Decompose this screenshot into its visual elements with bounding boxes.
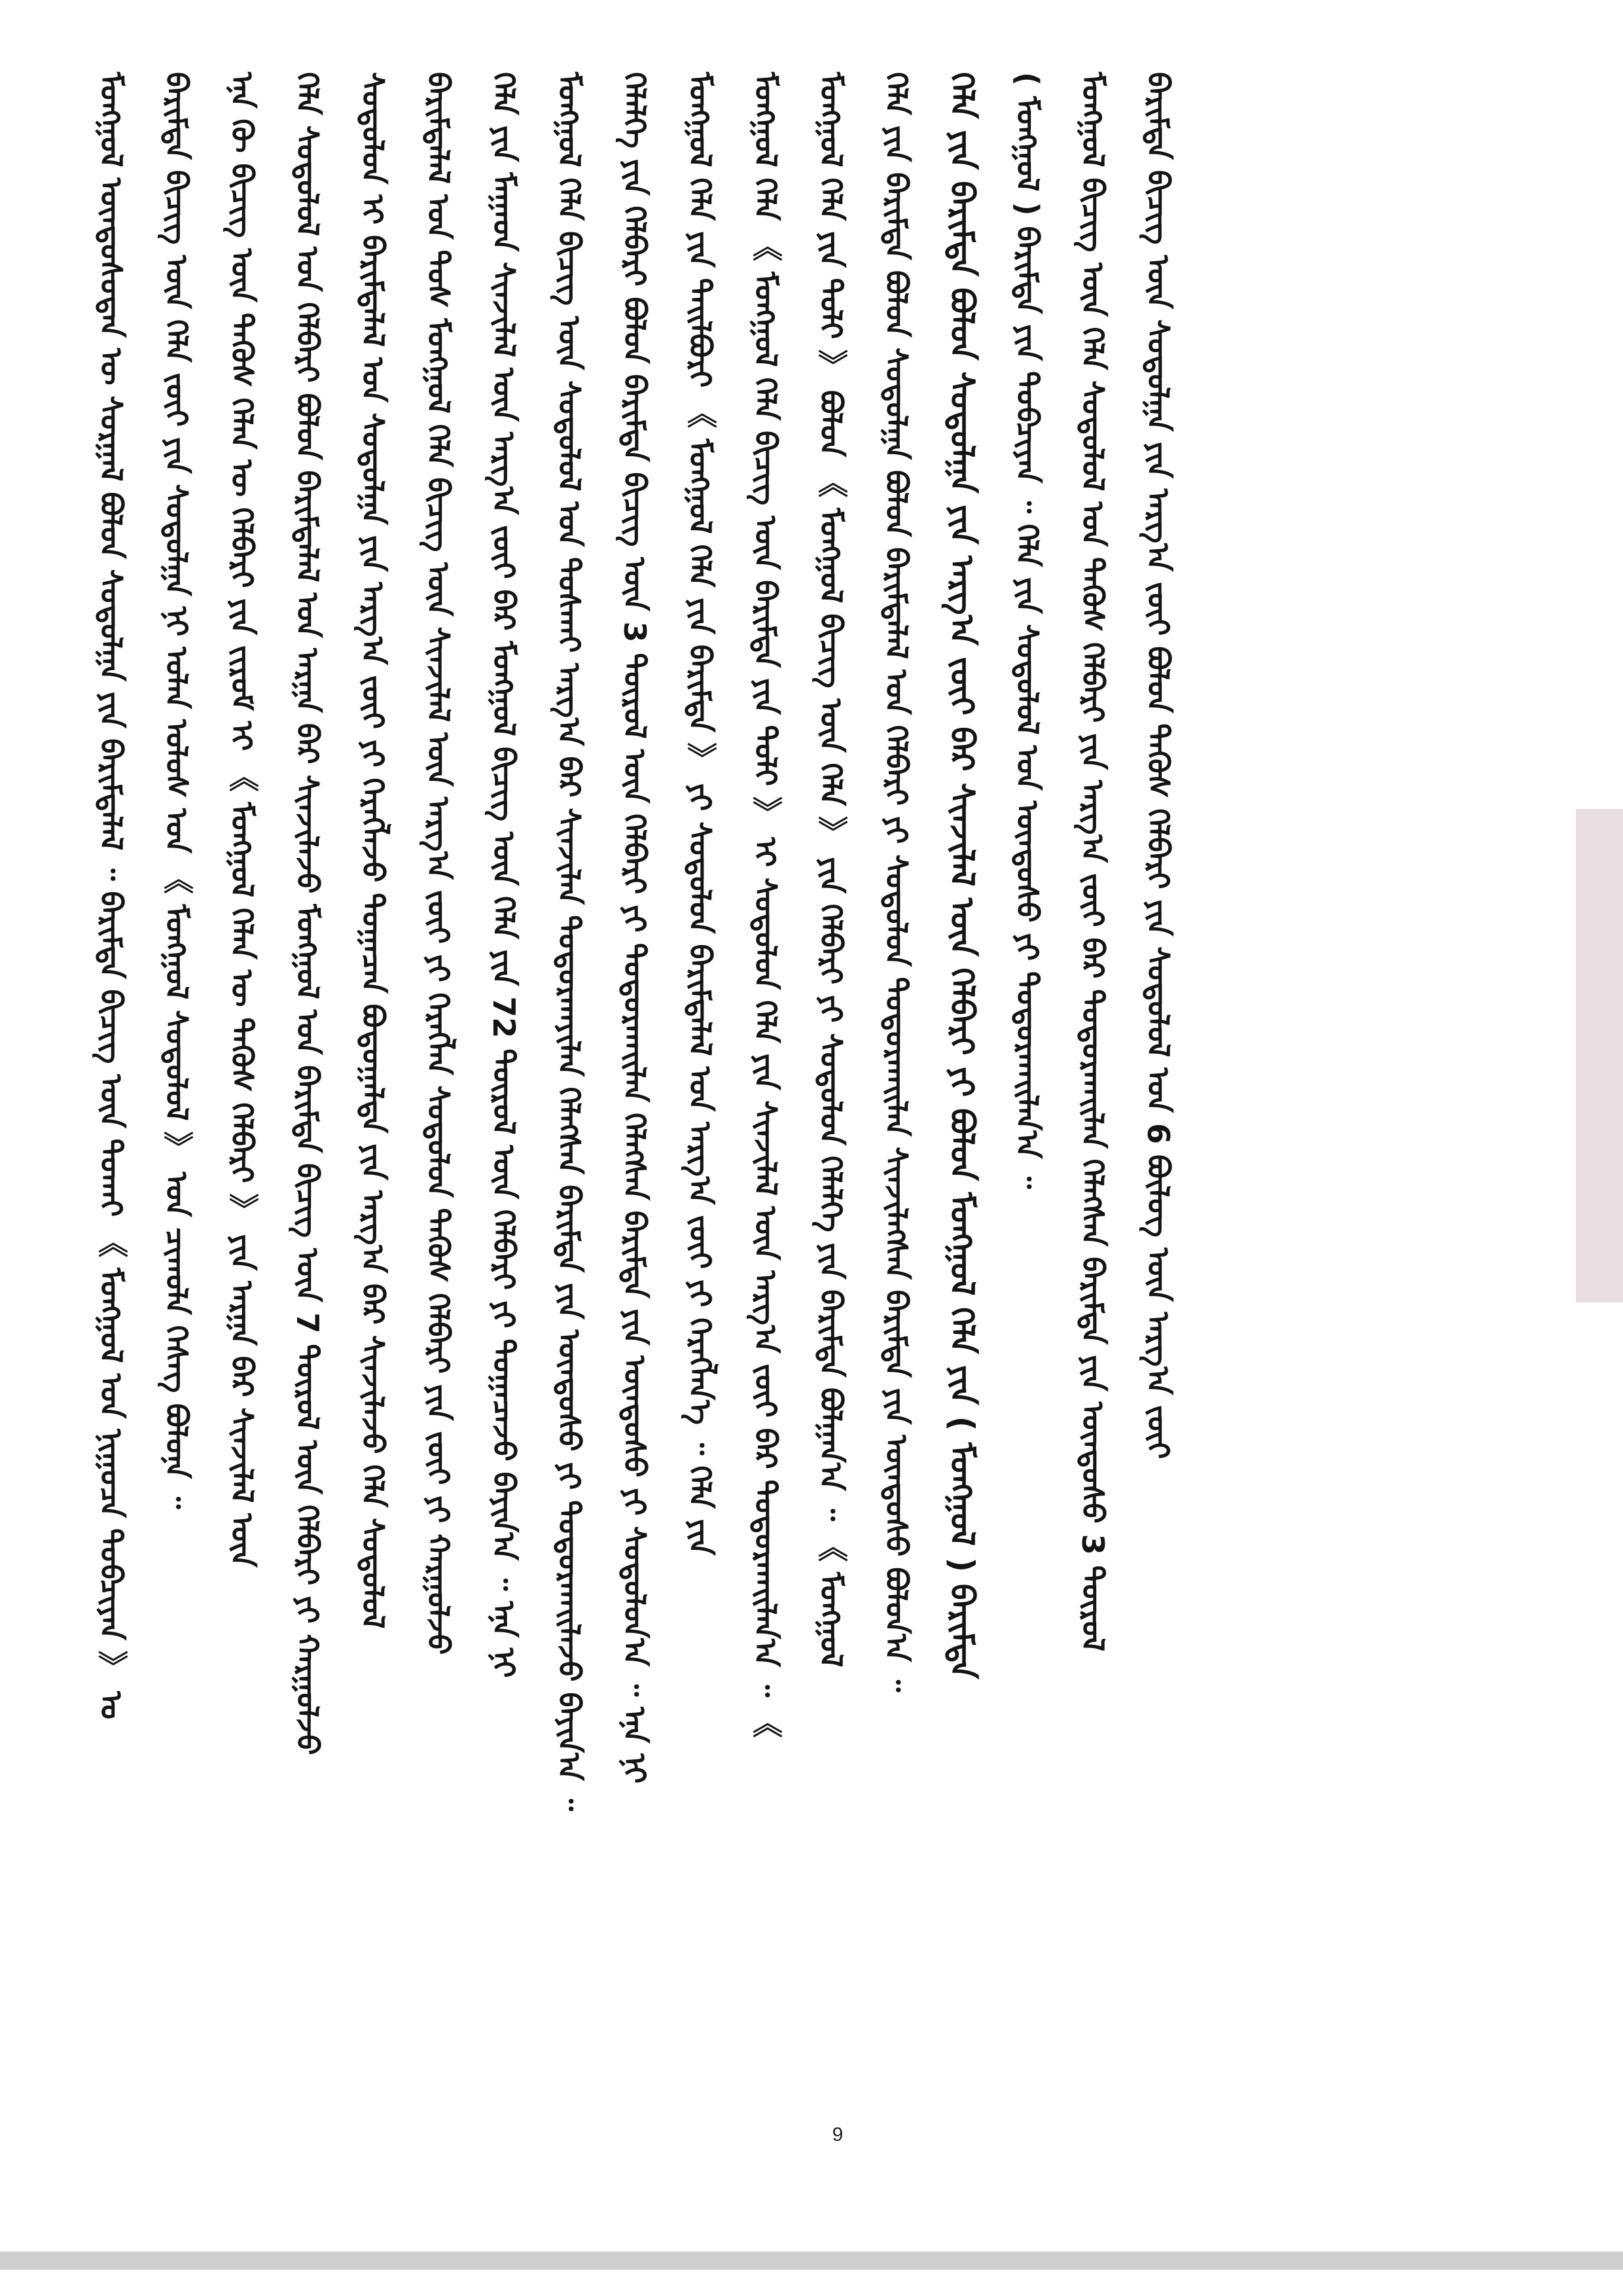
text-column: ᠮᠣᠩᠭᠣᠯ ᠬᠡᠯᠡ ᠶᠢᠨ ᠲᠣᠯᠢ 》 ᠪᠣᠯᠤᠨ 《 ᠮᠣᠩᠭᠣᠯ ᠪᠢᠴᠢᠭ ᠦᠨ ᠬᠡᠯᠡ 》 ᠶᠢᠨ ᠬᠡᠯᠪᠡᠷᠢ ᠶᠢ ᠰᠤᠳᠤᠯᠤᠨ ᠬᠡᠯᠡᠯᠭᠡ ᠶᠢᠨ ᠪᠠᠷᠢᠮᠲᠠ ᠪᠣᠯᠭᠠᠨ᠎ᠠ ᠃ 《 ᠮᠣᠩᠭᠣᠯ: [813, 72, 849, 1668]
text-column: ᠮᠣᠩᠭᠣᠯ ᠦᠨᠳᠦᠰᠦᠲᠡᠨ ᠦ ᠰᠤᠷᠭᠠᠯ ᠪᠣᠯᠤᠨ ᠰᠤᠳᠤᠯᠭᠠ ᠶᠢᠨ ᠪᠠᠷᠢᠮᠲᠠᠯᠠᠯ ᠃ ᠪᠠᠷᠢᠮᠲᠠ ᠪᠢᠴᠢᠭ ᠦᠨ ᠲᠤᠬᠠᠢ 《 ᠮᠣᠩᠭᠣᠯ ᠤᠨ ᠨᠢᠭᠤᠴᠠ ᠲᠣᠪᠴᠢᠶᠠᠨ 》 ᠤ: [94, 72, 129, 1719]
text-column: ᠪᠠᠷᠢᠮᠲᠠ ᠪᠢᠴᠢᠭ ᠦᠨ ᠰᠤᠳᠤᠯᠭᠠ ᠶᠢᠨ ᠠᠷᠭ᠎ᠠ ᠵᠦᠢ ᠪᠣᠯᠤᠨ ᠲᠡᠭᠦᠰ ᠬᠡᠯᠪᠡᠷᠢ ᠶᠢᠨ ᠰᠤᠳᠤᠯᠤᠯ ᠤᠨ 6 ᠪᠦᠯᠦᠭ ᠦᠨ ᠠᠷᠭ᠎ᠠ ᠵᠦᠢ: [1141, 72, 1176, 1460]
text-column: ᠮᠣᠩᠭᠣᠯ ᠬᠡᠯᠡ 《 ᠮᠣᠩᠭᠣᠯ ᠬᠡᠯᠡ ᠪᠢᠴᠢᠭ ᠦᠨ ᠪᠠᠷᠢᠮᠲᠠ ᠶᠢᠨ ᠲᠣᠯᠢ 》 ᠢ ᠰᠤᠳᠤᠯᠤᠨ ᠬᠡᠯᠡ ᠶᠢᠨ ᠰᠢᠨᠵᠢᠯᠡᠯ ᠦᠨ ᠠᠷᠭ᠎ᠠ ᠵᠦᠢ ᠪᠠᠷ ᠲᠣᠳᠤᠷᠬᠠᠢᠯᠠᠨ᠎ᠠ ᠃ 《: [748, 72, 783, 1738]
text-column: ᠬᠡᠯᠡ ᠶᠢᠨ ᠪᠠᠷᠢᠮᠲᠠ ᠪᠣᠯᠤᠨ ᠰᠤᠳᠤᠯᠭᠠ ᠪᠣᠯᠤᠨ ᠪᠠᠷᠢᠮᠲᠠᠯᠠᠯ ᠤᠨ ᠬᠡᠯᠪᠡᠷᠢ ᠶᠢ ᠰᠤᠳᠤᠯᠤᠨ ᠲᠣᠳᠤᠷᠬᠠᠢᠯᠠᠨ ᠰᠢᠨᠵᠢᠯᠡᠭᠰᠡᠨ ᠪᠠᠷᠢᠮᠲᠠ ᠶᠢᠨ ᠦᠨᠳᠦᠰᠦ ᠪᠣᠯᠤᠨ᠎ᠠ ᠃: [879, 72, 914, 1693]
text-column: ᠰᠤᠳᠤᠯᠤᠨ ᠢ ᠪᠠᠷᠢᠮᠲᠠᠯᠠᠯ ᠤᠨ ᠰᠤᠳᠤᠯᠭᠠ ᠶᠢᠨ ᠠᠷᠭ᠎ᠠ ᠵᠦᠢ ᠶᠢ ᠬᠡᠷᠡᠭᠯᠡᠵᠦ ᠲᠣᠭᠠᠴᠠᠨ ᠪᠣᠳᠤᠭᠠᠯᠲᠠ ᠶᠢᠨ ᠠᠷᠭ᠎ᠠ ᠪᠠᠷ ᠰᠢᠨᠵᠢᠯᠡᠵᠦ ᠬᠡᠯᠡ ᠰᠤᠳᠤᠯᠤᠯ: [355, 72, 391, 1629]
text-column: ᠬᠡᠯᠡᠯᠭᠡ ᠶᠢᠨ ᠬᠡᠯᠪᠡᠷᠢ ᠪᠣᠯᠤᠨ ᠪᠠᠷᠢᠮᠲᠠ ᠪᠢᠴᠢᠭ ᠦᠨ 3 ᠲᠥᠷᠥᠯ ᠦᠨ ᠬᠡᠯᠪᠡᠷᠢ ᠶᠢ ᠲᠣᠳᠤᠷᠬᠠᠢᠯᠠᠨ ᠬᠡᠯᠡᠭᠰᠡᠨ ᠪᠠᠷᠢᠮᠲᠠ ᠶᠢᠨ ᠦᠨᠳᠦᠰᠦ ᠶᠢ ᠰᠤᠳᠤᠯᠤᠨ᠎ᠠ ᠃ ᠡᠨᠡ ᠨᠢ: [617, 72, 652, 1784]
text-column: ᠪᠠᠷᠢᠮᠲᠠᠯᠠᠯ ᠤᠨ ᠲᠤᠰ ᠮᠣᠩᠭᠣᠯ ᠬᠡᠯᠡ ᠪᠢᠴᠢᠭ ᠦᠨ ᠰᠢᠨᠵᠢᠯᠡᠯ ᠦᠨ ᠠᠷᠭ᠎ᠠ ᠵᠦᠢ ᠶᠢ ᠬᠡᠷᠡᠭᠯᠡᠨ ᠰᠤᠳᠤᠯᠤᠨ ᠲᠡᠭᠦᠰ ᠬᠡᠯᠪᠡᠷᠢ ᠶᠢᠨ ᠵᠦᠢ ᠶᠢ ᠬᠠᠷᠭᠤᠯᠵᠤ: [421, 72, 456, 1655]
text-column: ᠬᠡᠯᠡ ᠰᠤᠳᠤᠯᠤᠯ ᠤᠨ ᠬᠡᠯᠪᠡᠷᠢ ᠪᠣᠯᠤᠨ ᠪᠠᠷᠢᠮᠲᠠᠯᠠᠯ ᠤᠨ ᠠᠷᠭᠠ ᠪᠠᠷ ᠰᠢᠨᠵᠢᠯᠡᠵᠦ ᠮᠣᠩᠭᠣᠯ ᠤᠨ ᠪᠠᠷᠢᠮᠲᠠ ᠪᠢᠴᠢᠭ ᠦᠨ 7 ᠲᠥᠷᠥᠯ ᠦᠨ ᠬᠡᠯᠪᠡᠷᠢ ᠶᠢ ᠬᠠᠷᠭᠤᠯᠵᠤ: [290, 72, 325, 1755]
text-column: ᠮᠣᠩᠭᠣᠯ ᠬᠡᠯᠡ ᠪᠢᠴᠢᠭ ᠦᠨ ᠰᠤᠳᠤᠯᠤᠯ ᠤᠨ ᠲᠤᠰᠬᠠᠢ ᠠᠷᠭ᠎ᠠ ᠪᠠᠷ ᠰᠢᠨᠵᠢᠯᠡᠨ ᠲᠣᠳᠤᠷᠬᠠᠶᠢᠯᠠᠨ ᠬᠡᠯᠡᠭᠰᠡᠨ ᠪᠠᠷᠢᠮᠲᠠ ᠶᠢᠨ ᠦᠨᠳᠦᠰᠦ ᠶᠢ ᠲᠣᠳᠤᠷᠬᠠᠢᠯᠠᠵᠤ ᠪᠠᠶᠢᠨ᠎ᠠ ᠃: [552, 72, 587, 1812]
text-column: ᠬᠡᠯᠡ ᠶᠢᠨ ᠪᠠᠷᠢᠮᠲᠠ ᠪᠣᠯᠤᠨ ᠰᠤᠳᠤᠯᠭᠠ ᠶᠢᠨ ᠠᠷᠭ᠎ᠠ ᠵᠦᠢ ᠪᠠᠷ ᠰᠢᠨᠵᠢᠯᠡᠯ ᠦᠨ ᠬᠡᠯᠪᠡᠷᠢ ᠶᠢ ᠪᠣᠯᠤᠨ ᠮᠣᠩᠭᠣᠯ ᠬᠡᠯᠡ ᠶᠢᠨ ( ᠮᠣᠩᠭᠣᠯ ) ᠪᠠᠷᠢᠮᠲᠠ: [943, 72, 981, 1679]
side-tab-marker: [1576, 809, 1623, 1302]
text-column: ᠪᠠᠷᠢᠮᠲᠠ ᠪᠢᠴᠢᠭ ᠦᠨ ᠬᠡᠯᠡ ᠵᠦᠢ ᠶᠢᠨ ᠰᠤᠳᠤᠯᠭᠠ ᠨᠢ ᠣᠯᠠᠨ ᠤᠯᠤᠰ ᠤᠨ 《 ᠮᠣᠩᠭᠣᠯ ᠰᠤᠳᠤᠯᠤᠯ 》 ᠤᠨ ᠴᠢᠬᠤᠯᠠ ᠬᠡᠰᠡᠭ ᠪᠣᠯᠤᠨᠠ ᠃: [159, 72, 194, 1509]
vertical-text-columns: [79, 20, 1551, 2088]
text-column: ᠬᠡᠯᠡ ᠶᠢᠨ ᠮᠠᠭᠠᠳ ᠰᠢᠨᠵᠢᠯᠡᠯ ᠦᠨ ᠠᠷᠭ᠎ᠠ ᠵᠦᠢ ᠪᠠᠷ ᠮᠣᠩᠭᠣᠯ ᠪᠢᠴᠢᠭ ᠦᠨ ᠬᠡᠯᠡ ᠶᠢᠨ 72 ᠲᠥᠷᠥᠯ ᠦᠨ ᠬᠡᠯᠪᠡᠷᠢ ᠶᠢ ᠲᠣᠭᠠᠴᠠᠵᠤ ᠪᠠᠶᠢᠨ᠎ᠠ ᠃ ᠡᠨᠡ ᠨᠢ: [486, 72, 522, 1678]
bottom-scroll-bar: [0, 2251, 1623, 2270]
page-number: 9: [832, 2124, 844, 2145]
text-column: ᠮᠣᠩᠭᠣᠯ ᠪᠢᠴᠢᠭ ᠦᠨ ᠬᠡᠯᠡ ᠰᠤᠳᠤᠯᠤᠯ ᠤᠨ ᠲᠡᠭᠦᠰ ᠬᠡᠯᠪᠡᠷᠢ ᠶᠢᠨ ᠠᠷᠭ᠎ᠠ ᠵᠦᠢ ᠪᠠᠷ ᠲᠣᠳᠤᠷᠬᠠᠢᠯᠠᠨ ᠬᠡᠯᠡᠭᠰᠡᠨ ᠪᠠᠷᠢᠮᠲᠠ ᠶᠢᠨ ᠦᠨᠳᠦᠰᠦ 3 ᠲᠥᠷᠥᠯ: [1075, 72, 1111, 1652]
text-column: ᠮᠣᠩᠭᠣᠯ ᠬᠡᠯᠡ ᠶᠢᠨ ᠲᠠᠢᠯᠪᠤᠷᠢ 《 ᠮᠣᠩᠭᠣᠯ ᠬᠡᠯᠡ ᠶᠢᠨ ᠪᠠᠷᠢᠮᠲᠠ 》 ᠶᠢ ᠰᠤᠳᠤᠯᠤᠨ ᠪᠠᠷᠢᠮᠲᠠᠯᠠᠯ ᠤᠨ ᠠᠷᠭ᠎ᠠ ᠵᠦᠢ ᠶᠢ ᠬᠡᠷᠡᠭᠯᠡᠨ᠎ᠡ ᠃ ᠬᠡᠯᠡ ᠶᠢᠨ: [683, 72, 718, 1556]
text-column: ( ᠮᠣᠩᠭᠣᠯ ) ᠪᠠᠷᠢᠮᠲᠠ ᠶᠢᠨ ᠲᠣᠪᠴᠢᠶᠠᠨ ᠃ ᠬᠡᠯᠡ ᠶᠢᠨ ᠰᠤᠳᠤᠯᠤᠯ ᠤᠨ ᠦᠨᠳᠦᠰᠦ ᠶᠢ ᠲᠣᠳᠤᠷᠬᠠᠢᠯᠠᠨ᠎ᠠ ᠃: [1010, 72, 1045, 1189]
text-column: ᠡᠨᠡ ᠬᠦ ᠪᠢᠴᠢᠭ ᠦᠨ ᠲᠡᠭᠦᠰ ᠬᠡᠯᠡᠨ ᠦ ᠬᠡᠯᠪᠡᠷᠢ ᠶᠢᠨ ᠵᠢᠷᠤᠮ ᠢ 《 ᠮᠣᠩᠭᠣᠯ ᠬᠡᠯᠡᠨ ᠦ ᠲᠡᠭᠦᠰ ᠬᠡᠯᠪᠡᠷᠢ 》 ᠶᠢᠨ ᠠᠷᠭᠠ ᠪᠠᠷ ᠰᠢᠨᠵᠢᠯᠡᠯ ᠦᠨ: [224, 72, 260, 1568]
